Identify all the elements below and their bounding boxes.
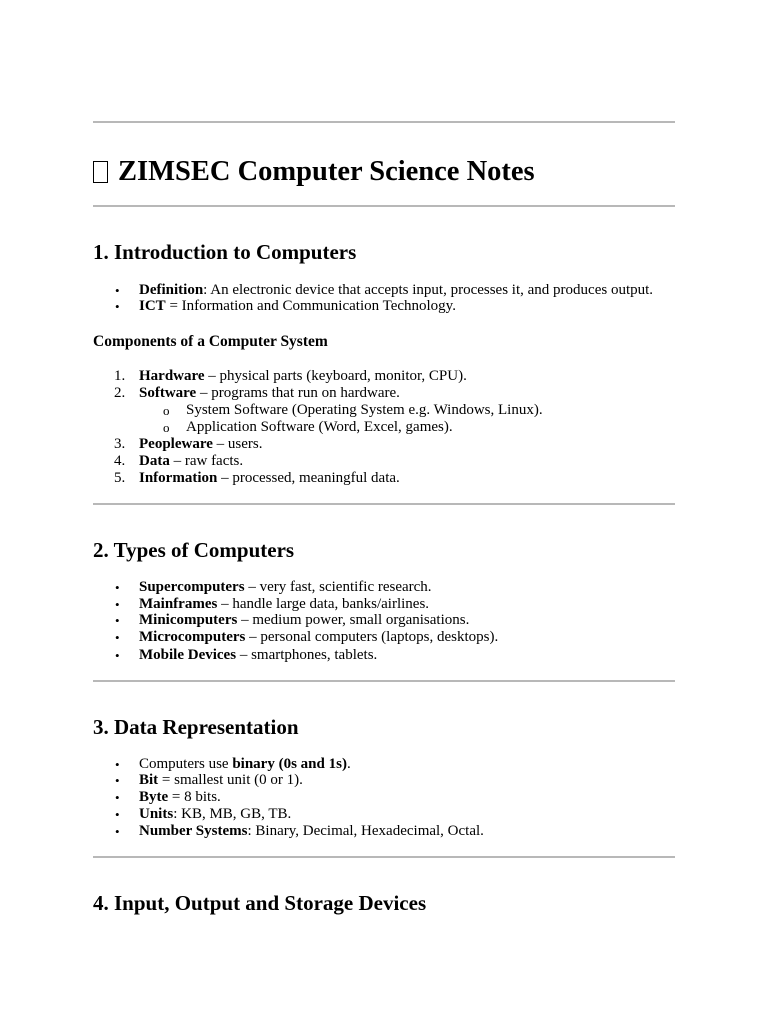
description: – medium power, small organisations. bbox=[237, 612, 470, 628]
description: – physical parts (keyboard, monitor, CPU). bbox=[204, 368, 467, 384]
item-number: 2. bbox=[114, 385, 126, 401]
term: Units bbox=[139, 806, 174, 822]
missing-glyph-icon bbox=[93, 161, 108, 183]
item-number: 5. bbox=[114, 470, 126, 486]
item-number: 3. bbox=[114, 436, 126, 452]
term: Hardware bbox=[139, 368, 205, 384]
subsection-heading: Components of a Computer System bbox=[93, 333, 328, 350]
horizontal-rule bbox=[93, 856, 675, 858]
horizontal-rule bbox=[93, 121, 675, 123]
term: Microcomputers bbox=[139, 629, 246, 645]
description: – very fast, scientific research. bbox=[244, 579, 432, 595]
description: Computers use bbox=[139, 756, 233, 772]
term: Mainframes bbox=[139, 596, 218, 612]
section-heading: 3. Data Representation bbox=[93, 715, 299, 739]
term: Software bbox=[139, 385, 197, 401]
term: binary (0s and 1s) bbox=[232, 756, 347, 772]
description: = Information and Communication Technology. bbox=[165, 298, 456, 314]
sub-bullet-marker: o bbox=[163, 420, 170, 435]
bullet-marker: • bbox=[115, 299, 120, 314]
term: Bit bbox=[139, 772, 159, 788]
term: Supercomputers bbox=[139, 579, 245, 595]
bullet-marker: • bbox=[115, 757, 120, 772]
bullet-marker: • bbox=[115, 773, 120, 788]
bullet-marker: • bbox=[115, 630, 120, 645]
item-number: 1. bbox=[114, 368, 126, 384]
term: Minicomputers bbox=[139, 612, 238, 628]
term: Byte bbox=[139, 789, 169, 805]
bullet-marker: • bbox=[115, 790, 120, 805]
bullet-marker: • bbox=[115, 613, 120, 628]
sub-bullet-marker: o bbox=[163, 403, 170, 418]
item-number: 4. bbox=[114, 453, 126, 469]
description: Application Software (Word, Excel, games). bbox=[186, 419, 453, 435]
page-title bbox=[93, 155, 535, 189]
bullet-marker: • bbox=[115, 283, 120, 298]
description: – users. bbox=[212, 436, 263, 452]
description: : KB, MB, GB, TB. bbox=[173, 806, 292, 822]
section-heading: 4. Input, Output and Storage Devices bbox=[93, 891, 427, 915]
description: : An electronic device that accepts input, processes it, and produces output. bbox=[203, 282, 654, 298]
bullet-marker: • bbox=[115, 807, 120, 822]
bullet-marker: • bbox=[115, 648, 120, 663]
term: Number Systems bbox=[139, 823, 248, 839]
term: Peopleware bbox=[139, 436, 213, 452]
description: = 8 bits. bbox=[168, 789, 221, 805]
description: System Software (Operating System e.g. Windows, Linux). bbox=[186, 402, 543, 418]
description: – smartphones, tablets. bbox=[236, 647, 378, 663]
term: Mobile Devices bbox=[139, 647, 237, 663]
term: Definition bbox=[139, 282, 204, 298]
bullet-marker: • bbox=[115, 597, 120, 612]
term: Information bbox=[139, 470, 218, 486]
description: . bbox=[346, 756, 351, 772]
bullet-marker: • bbox=[115, 824, 120, 839]
horizontal-rule bbox=[93, 503, 675, 505]
term: ICT bbox=[139, 298, 166, 314]
term: Data bbox=[139, 453, 170, 469]
description: – programs that run on hardware. bbox=[196, 385, 400, 401]
description: : Binary, Decimal, Hexadecimal, Octal. bbox=[247, 823, 484, 839]
description: = smallest unit (0 or 1). bbox=[158, 772, 303, 788]
bullet-marker: • bbox=[115, 580, 120, 595]
page-title-text: ZIMSEC Computer Science Notes bbox=[118, 156, 535, 187]
horizontal-rule bbox=[93, 205, 675, 207]
section-heading: 2. Types of Computers bbox=[93, 538, 295, 562]
description: – raw facts. bbox=[169, 453, 244, 469]
description: – processed, meaningful data. bbox=[217, 470, 400, 486]
horizontal-rule bbox=[93, 680, 675, 682]
description: – handle large data, banks/airlines. bbox=[217, 596, 430, 612]
description: – personal computers (laptops, desktops). bbox=[245, 629, 499, 645]
section-heading: 1. Introduction to Computers bbox=[93, 240, 357, 264]
